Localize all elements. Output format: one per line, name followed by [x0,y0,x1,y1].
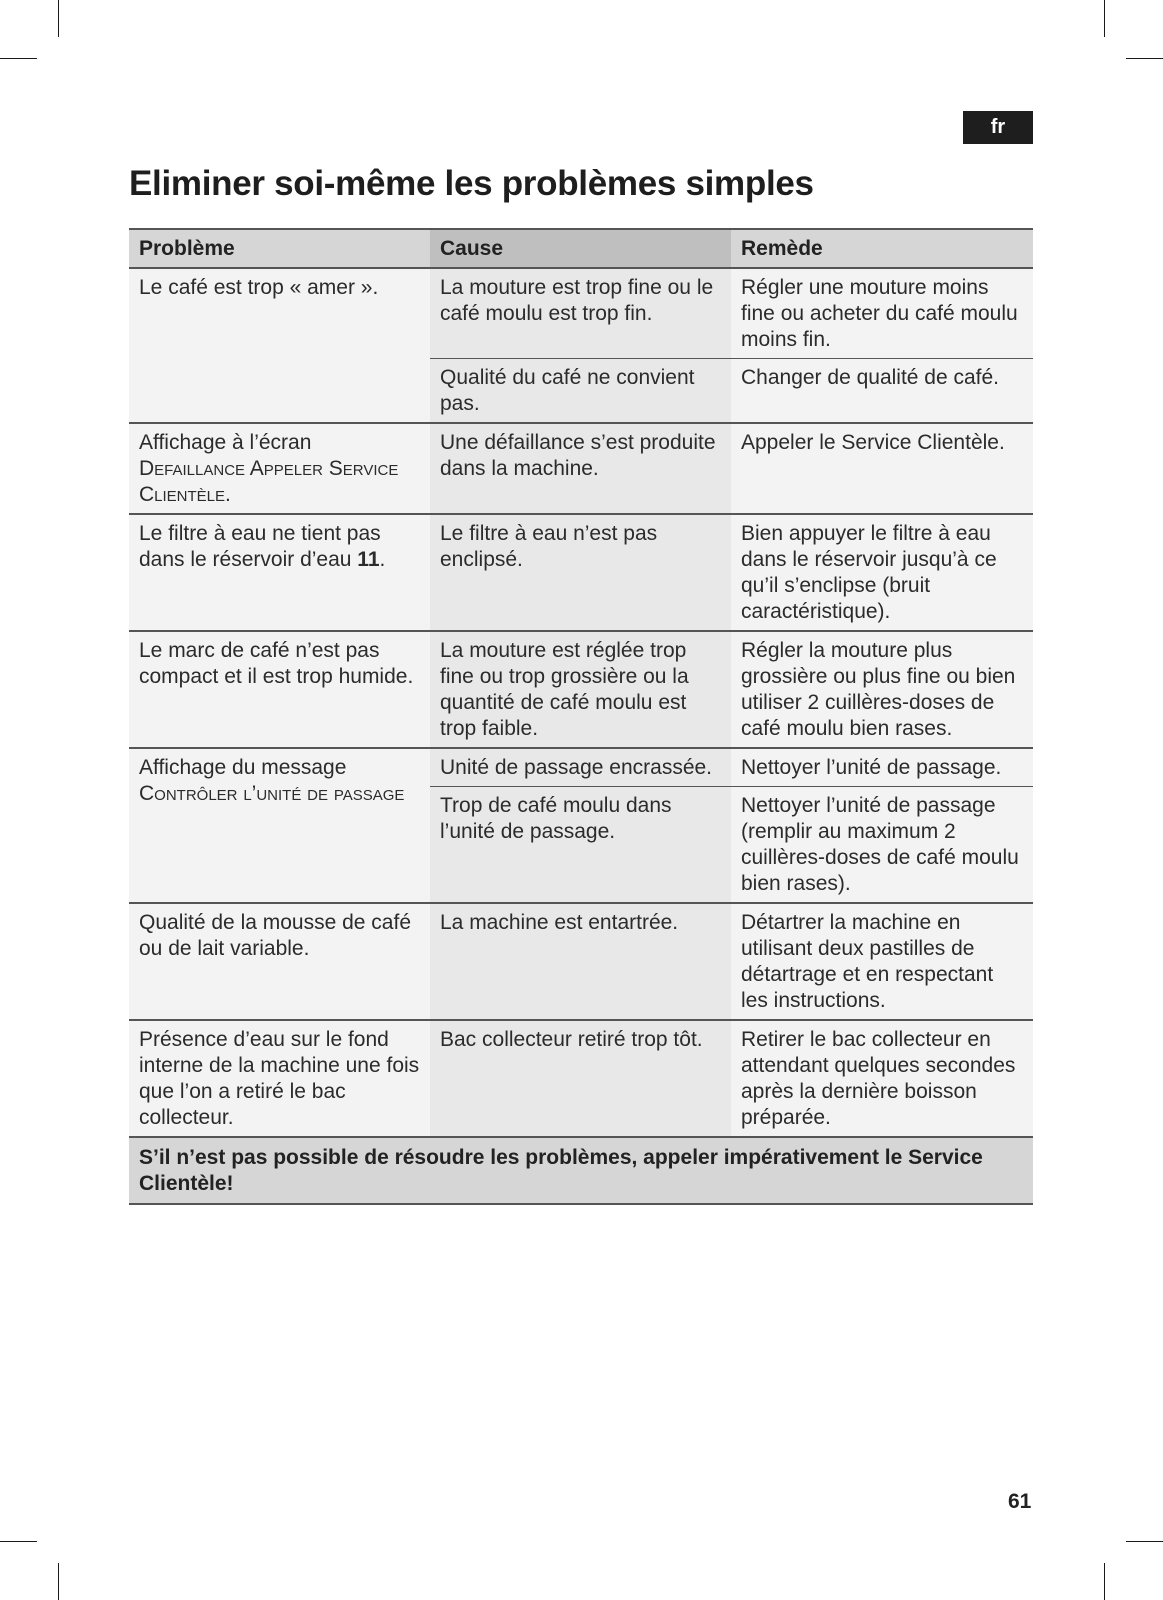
page-title: Eliminer soi-même les problèmes simples [129,164,814,203]
problem-cell [129,423,430,514]
cause-cell: La mouture est réglée trop fine ou trop grossière ou la quantité de café moulu est trop faible. [430,631,731,748]
cause-cell: Le filtre à eau n’est pas enclipsé. [430,514,731,631]
header-remedy: Remède [731,229,1033,268]
cause-cell: La mouture est trop fine ou le café moulu est trop fin. [430,268,731,359]
remedy-cell: Nettoyer l’unité de passage (remplir au maximum 2 cuillères-doses de café moulu bien rases). [731,787,1033,904]
crop-mark [58,0,59,37]
remedy-cell: Régler une mouture moins fine ou acheter du café moulu moins fin. [731,268,1033,359]
table-row [129,631,1033,748]
crop-mark [1104,0,1105,37]
crop-mark [0,58,37,59]
problem-cell [129,748,430,903]
problem-cell: Le café est trop « amer ». [129,268,430,423]
display-message: Contrôler l’unité de passage [139,782,405,805]
table-row [129,514,1033,631]
language-badge: fr [963,111,1033,144]
cause-cell: Unité de passage encrassée. [430,748,731,787]
display-message: Defaillance Appeler Service Clientèle. [139,457,399,506]
page-number: 61 [1008,1490,1032,1513]
service-note: S’il n’est pas possible de résoudre les problèmes, appeler impérativement le Service Clientèle! [129,1137,1033,1204]
troubleshooting-table-container [129,228,1033,1205]
table-row [129,903,1033,1020]
crop-mark [58,1563,59,1600]
cause-cell: La machine est entartrée. [430,903,731,1020]
problem-cell [129,514,430,631]
header-problem: Problème [129,229,430,268]
remedy-cell: Retirer le bac collecteur en attendant quelques secondes après la dernière boisson préparée. [731,1020,1033,1137]
problem-cell: Présence d’eau sur le fond interne de la machine une fois que l’on a retiré le bac collecteur. [129,1020,430,1137]
crop-mark [1104,1563,1105,1600]
remedy-cell: Appeler le Service Clientèle. [731,423,1033,514]
problem-cell: Qualité de la mousse de café ou de lait variable. [129,903,430,1020]
cause-cell: Bac collecteur retiré trop tôt. [430,1020,731,1137]
table-row [129,423,1033,514]
remedy-cell: Régler la mouture plus grossière ou plus fine ou bien utiliser 2 cuillères-doses de café moulu bien rases. [731,631,1033,748]
crop-mark [0,1541,37,1542]
table-row [129,748,1033,787]
problem-end: . [379,548,386,571]
problem-text: Le filtre à eau ne tient pas dans le réservoir d’eau [139,522,381,571]
remedy-cell: Changer de qualité de café. [731,359,1033,424]
cause-cell: Une défaillance s’est produite dans la machine. [430,423,731,514]
table-footer-row [129,1137,1033,1204]
remedy-cell: Nettoyer l’unité de passage. [731,748,1033,787]
problem-intro: Affichage à l’écran [139,431,312,454]
table-row [129,268,1033,359]
cause-cell: Qualité du café ne convient pas. [430,359,731,424]
remedy-cell: Bien appuyer le filtre à eau dans le réservoir jusqu’à ce qu’il s’enclipse (bruit caractéristique). [731,514,1033,631]
troubleshooting-table [129,228,1033,1205]
crop-mark [1126,1541,1163,1542]
remedy-cell: Détartrer la machine en utilisant deux pastilles de détartrage et en respectant les instructions. [731,903,1033,1020]
header-cause: Cause [430,229,731,268]
crop-mark [1126,58,1163,59]
part-reference-number: 11 [357,548,380,571]
problem-intro: Affichage du message [139,756,347,779]
cause-cell: Trop de café moulu dans l’unité de passage. [430,787,731,904]
problem-cell: Le marc de café n’est pas compact et il est trop humide. [129,631,430,748]
table-row [129,1020,1033,1137]
table-header-row [129,229,1033,268]
